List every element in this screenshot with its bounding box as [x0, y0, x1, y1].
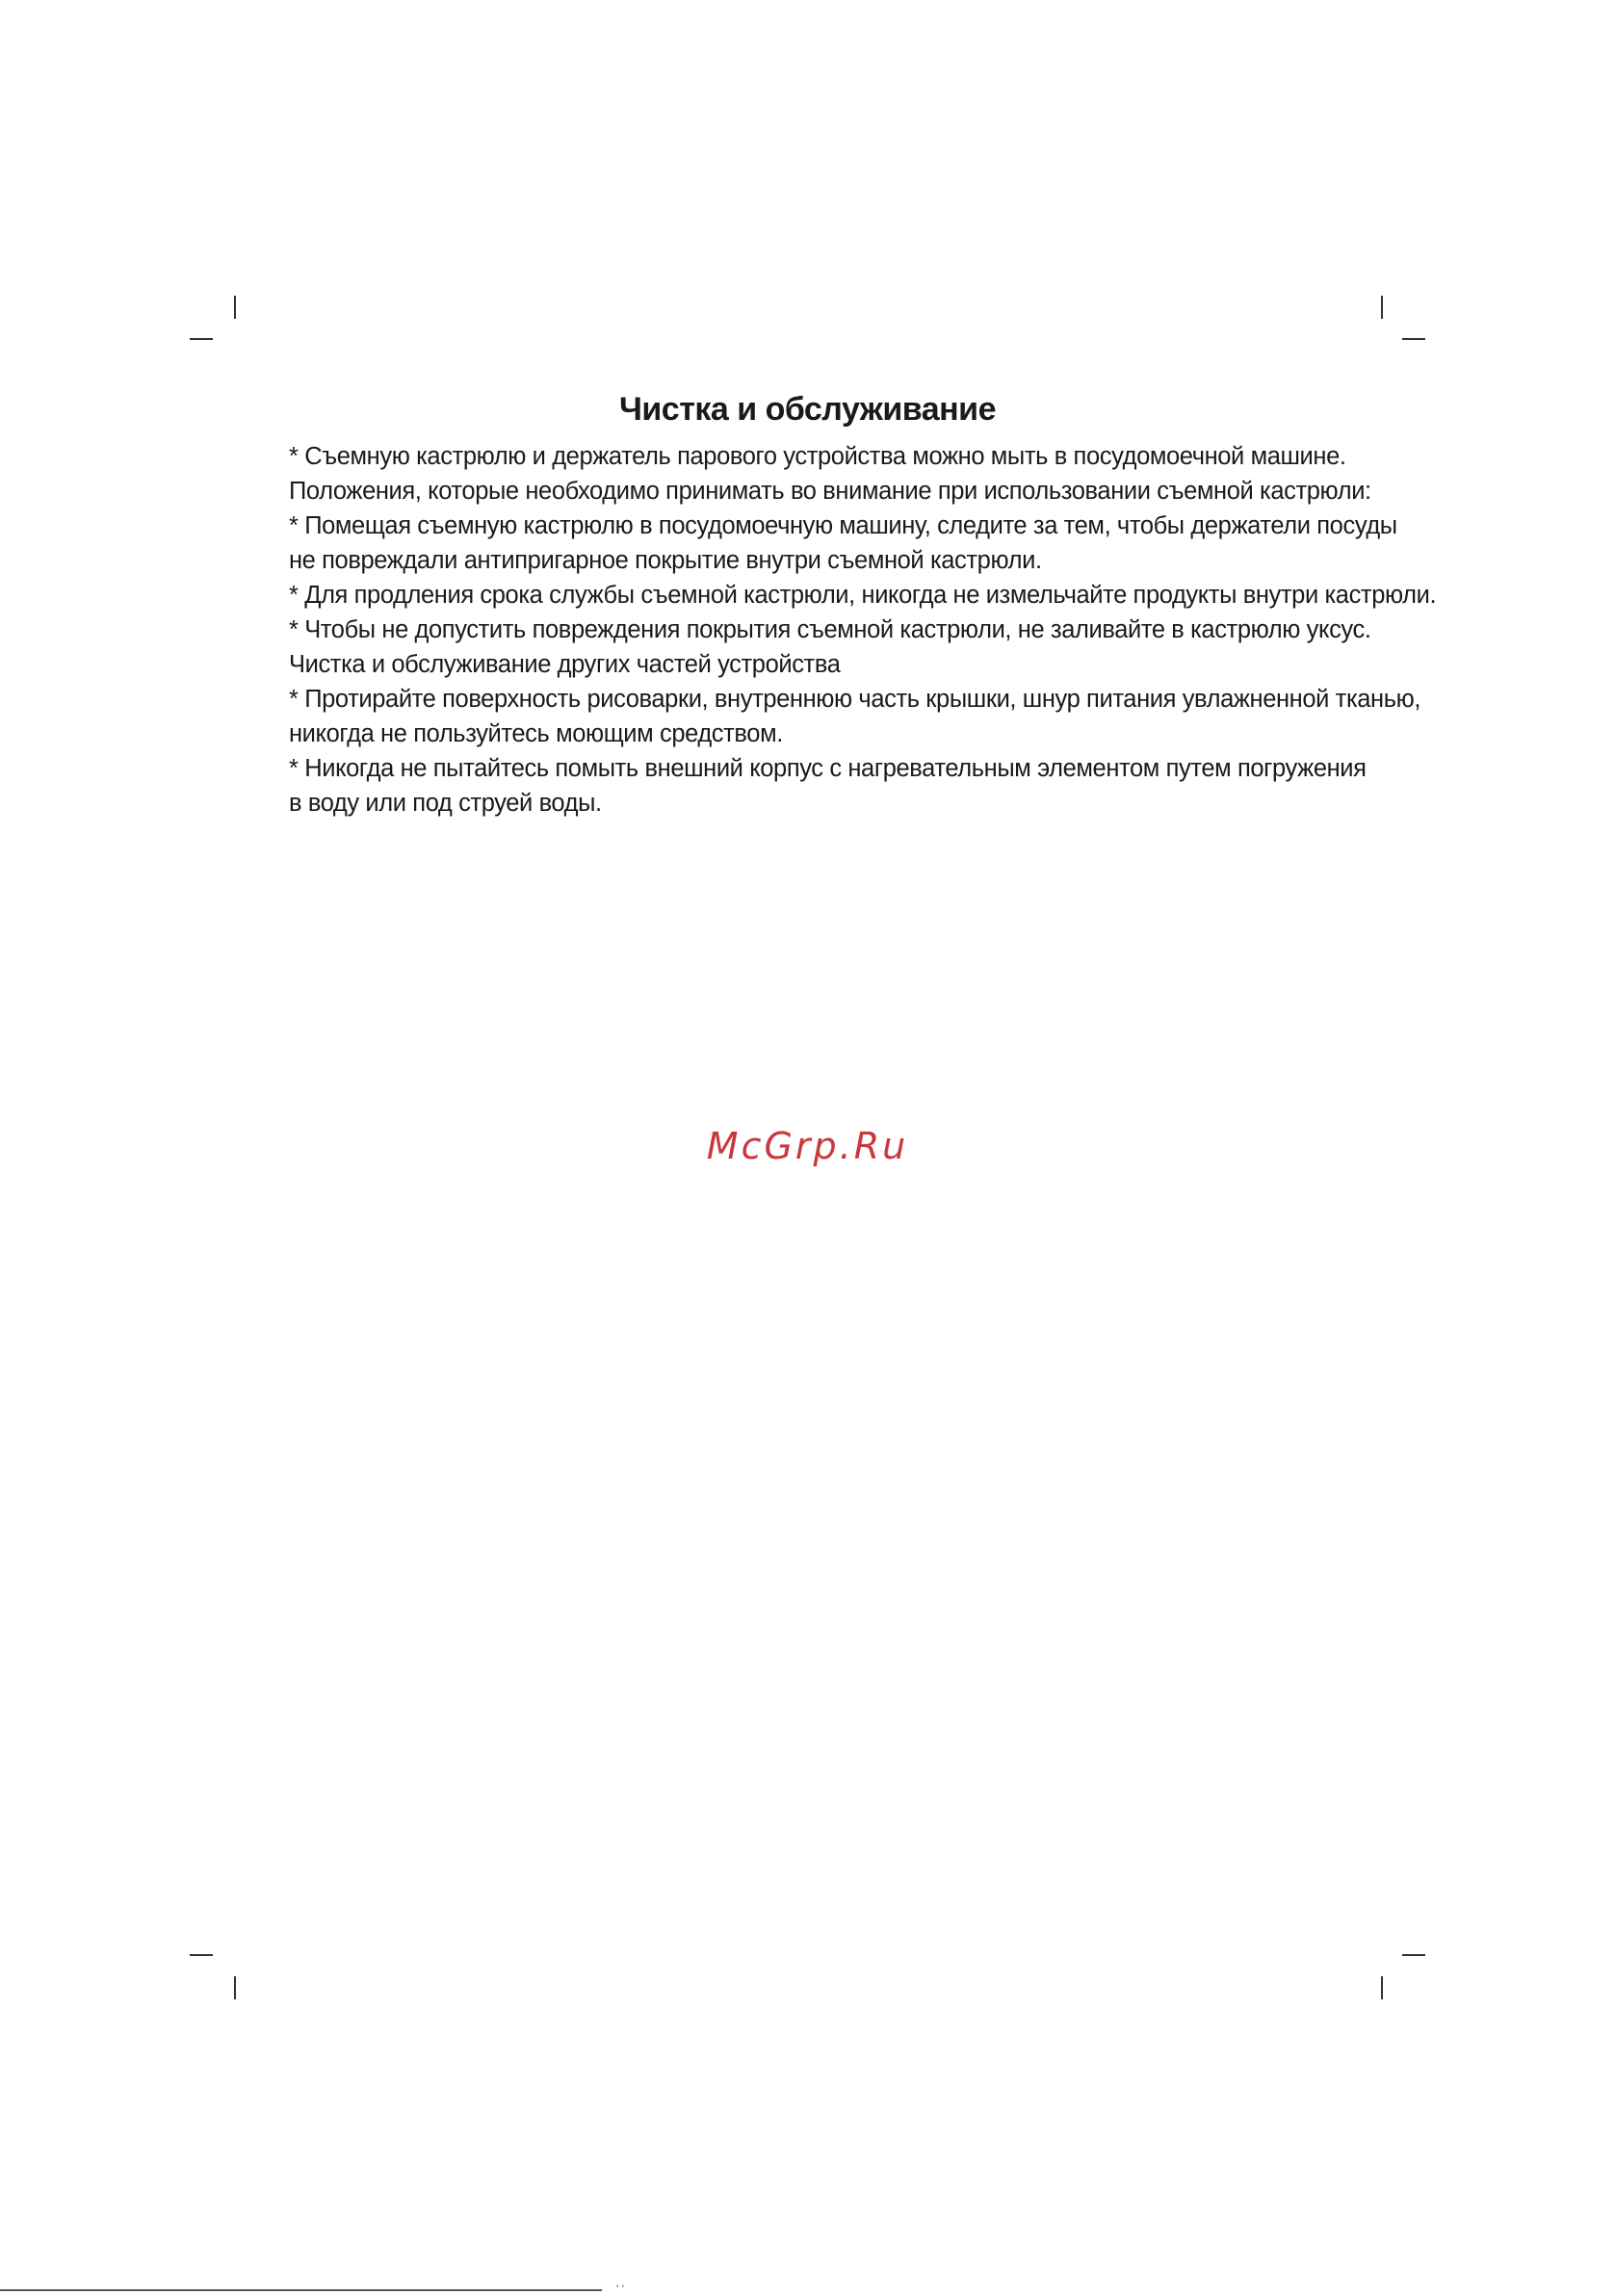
text-line: никогда не пользуйтесь моющим средством.	[289, 720, 783, 747]
crop-mark-bottom-left-vertical	[234, 1976, 236, 1999]
text-line: * Протирайте поверхность рисоварки, внутреннюю часть крышки, шнур питания увлажненной тканью,	[289, 686, 1421, 713]
text-line: * Никогда не пытайтесь помыть внешний корпус с нагревательным элементом путем погружения	[289, 755, 1367, 782]
crop-mark-top-left-horizontal	[190, 338, 213, 340]
crop-mark-top-right-horizontal	[1402, 338, 1425, 340]
text-line: * Помещая съемную кастрюлю в посудомоечную машину, следите за тем, чтобы держатели посуды	[289, 512, 1397, 539]
crop-mark-top-left-vertical	[234, 296, 236, 319]
text-line: Положения, которые необходимо принимать во внимание при использовании съемной кастрюли:	[289, 478, 1371, 505]
watermark: McGrp.Ru	[706, 1125, 909, 1167]
footer-mark: ' '	[616, 2283, 624, 2296]
text-line: в воду или под струей воды.	[289, 790, 602, 817]
subheading: Чистка и обслуживание других частей устройства	[289, 651, 841, 678]
bottom-rule	[0, 2289, 602, 2291]
text-line: * Съемную кастрюлю и держатель парового устройства можно мыть в посудомоечной машине.	[289, 443, 1346, 470]
text-line: * Чтобы не допустить повреждения покрытия съемной кастрюли, не заливайте в кастрюлю уксус.	[289, 616, 1371, 643]
body-text	[289, 439, 1437, 821]
crop-mark-top-right-vertical	[1381, 296, 1383, 319]
text-line: * Для продления срока службы съемной кастрюли, никогда не измельчайте продукты внутри кастрюли.	[289, 582, 1437, 609]
crop-mark-bottom-right-horizontal	[1402, 1954, 1425, 1956]
page-title: Чистка и обслуживание	[619, 391, 996, 428]
text-line: не повреждали антипригарное покрытие внутри съемной кастрюли.	[289, 547, 1042, 574]
crop-mark-bottom-left-horizontal	[190, 1954, 213, 1956]
crop-mark-bottom-right-vertical	[1381, 1976, 1383, 1999]
